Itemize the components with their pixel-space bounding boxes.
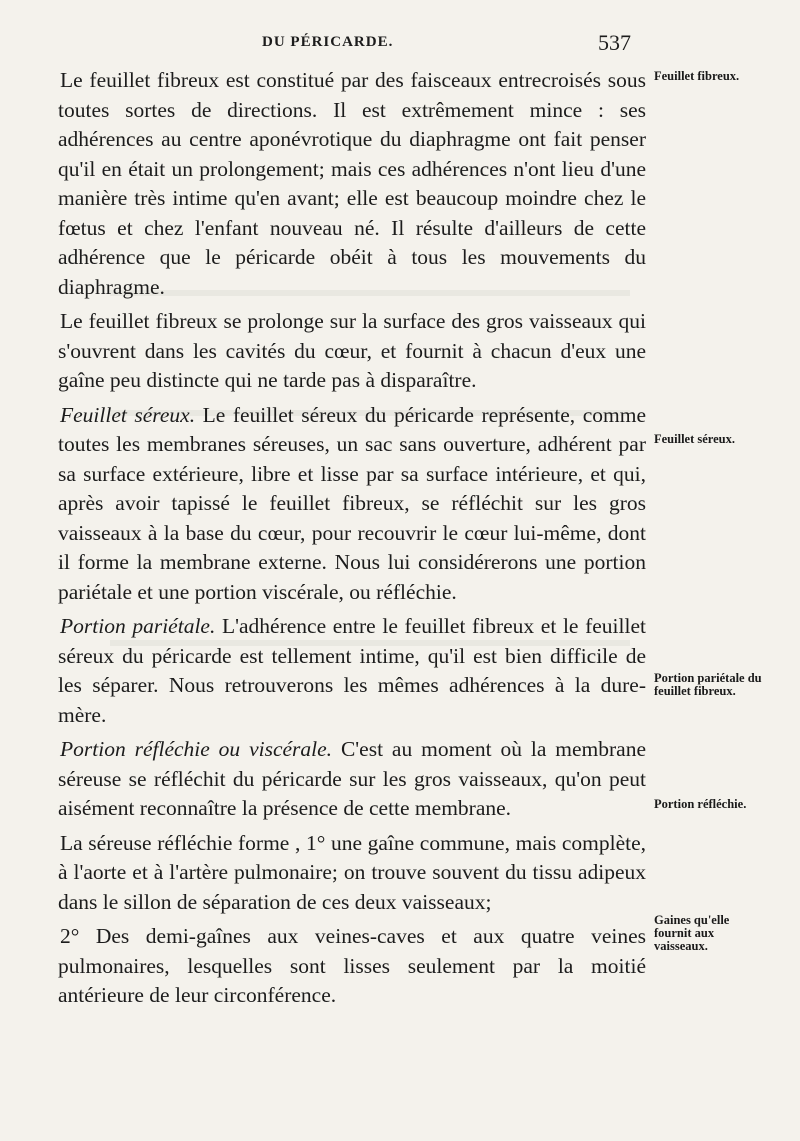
paragraph xyxy=(58,612,646,730)
running-head xyxy=(0,30,800,58)
margin-note: Feuillet fibreux. xyxy=(654,69,740,83)
margin-note: Portion pariétale du feuillet fibreux. xyxy=(654,671,762,698)
paragraph-text: C'est au moment où la membrane séreuse se réfléchit du péricarde sur les gros vaisseaux, qu'on peut aisément reconnaître la présence de cette membrane. xyxy=(58,737,646,820)
paragraph-text: La séreuse réfléchie forme , 1° une gaîne commune, mais complète, à l'aorte et à l'artère pulmonaire; on trouve souvent du tissu adipeux dans le sillon de séparation de ces deux vaisseaux; xyxy=(58,830,646,914)
paragraph-lead: Portion pariétale. xyxy=(60,614,216,638)
paragraph-text: Le feuillet séreux du péricarde représente, comme toutes les membranes séreuses, un sac sans ouverture, adhérent par sa surface extérieure, libre et lisse par sa surface intérieure, et qui, après avoir tapissé le feuillet fibreux, se réfléchit sur les gros vaisseaux à la base du cœur, pour recouvrir le cœur lui-même, dont il forme la membrane externe. Nous lui considérerons une portion pariétale et une portion viscérale, ou réfléchie. xyxy=(58,402,646,604)
paragraph xyxy=(58,401,646,608)
paragraph-lead: Feuillet séreux. xyxy=(60,402,196,427)
paragraph xyxy=(58,307,646,396)
page-number: 537 xyxy=(598,30,631,55)
paragraph xyxy=(58,829,646,918)
margin-note: Portion réfléchie. xyxy=(654,797,747,811)
paragraph-text: Le feuillet fibreux est constitué par des faisceaux entrecroisés sous toutes sortes de directions. Il est extrêmement mince : ses adhérences au centre aponévrotique du diaphragme ont fait penser qu'il en était un prolongement; mais ces adhérences n'ont lieu d'une manière très intime qu'en avant; elle est beaucoup moindre chez le fœtus et chez l'enfant nouveau né. Il résulte d'ailleurs de cette adhérence que le péricarde obéit à tous les mouvements du diaphragme. xyxy=(58,68,646,299)
body-text xyxy=(58,66,646,1016)
margin-note: Feuillet séreux. xyxy=(654,432,735,446)
paragraph-lead: Portion réfléchie ou viscérale. xyxy=(60,737,333,761)
running-title: DU PÉRICARDE. xyxy=(262,34,394,50)
paragraph xyxy=(58,66,646,302)
margin-note: Gaines qu'elle fournit aux vaisseaux. xyxy=(654,913,730,953)
paragraph-text: Le feuillet fibreux se prolonge sur la surface des gros vaisseaux qui s'ouvrent dans les cavités du cœur, et fournit à chacun d'eux une gaîne peu distincte qui ne tarde pas à disparaître. xyxy=(58,309,646,392)
paragraph-text: L'adhérence entre le feuillet fibreux et le feuillet séreux du péricarde est tellement intime, qu'il est bien difficile de les séparer. Nous retrouverons les mêmes adhérences à la dure-mère. xyxy=(58,614,646,727)
paragraph xyxy=(58,735,646,824)
paragraph xyxy=(58,922,646,1011)
paragraph-text: 2° Des demi-gaînes aux veines-caves et aux quatre veines pulmonaires, lesquelles sont lisses seulement par la moitié antérieure de leur circonférence. xyxy=(58,924,646,1007)
